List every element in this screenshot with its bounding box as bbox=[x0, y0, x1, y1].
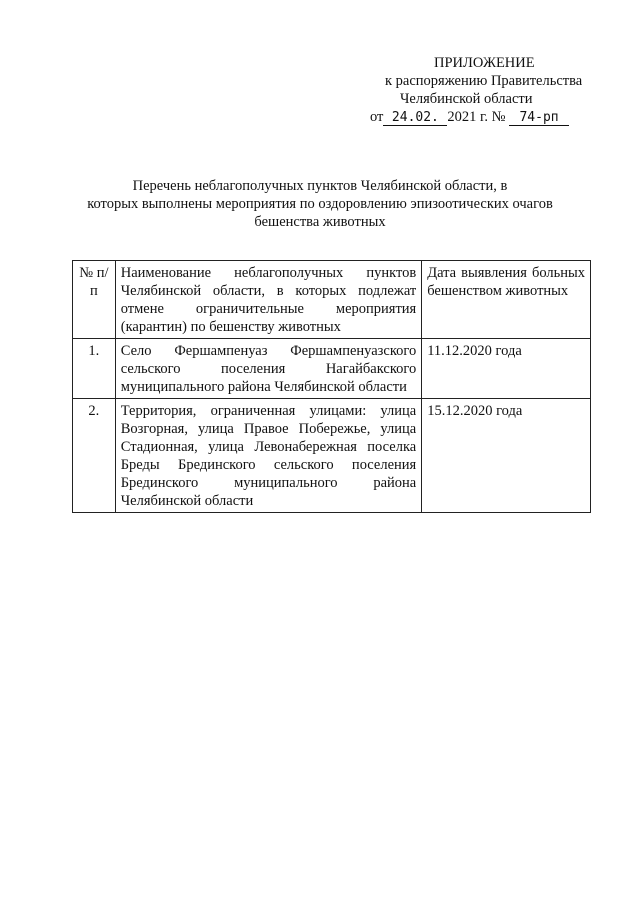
row-num-cell: 1. bbox=[73, 339, 116, 399]
appendix-title: ПРИЛОЖЕНИЕ bbox=[434, 55, 535, 71]
row-date-cell: 11.12.2020 года bbox=[422, 339, 591, 399]
row-num-cell: 2. bbox=[73, 399, 116, 513]
header-cell-date: Дата выявления больных бешенством животных bbox=[422, 261, 591, 339]
appendix-reference-line2: Челябинской области bbox=[400, 91, 533, 107]
date-value: 24.02. bbox=[383, 110, 447, 126]
document-title-line1: Перечень неблагополучных пунктов Челябинской области, в bbox=[132, 178, 508, 194]
order-number: 74-рп bbox=[509, 110, 569, 126]
appendix-date-line bbox=[360, 108, 605, 126]
header-cell-num: № п/п bbox=[73, 261, 116, 339]
locations-table bbox=[72, 260, 591, 513]
year-text: 2021 г. № bbox=[447, 109, 506, 125]
date-prefix: от bbox=[370, 109, 384, 125]
row-name-cell: Село Фершампенуаз Фершампенуазского сельского поселения Нагайбакского муниципального района Челябинской области bbox=[115, 339, 421, 399]
header-cell-name: Наименование неблагополучных пунктов Челябинской области, в которых подлежат отмене ограничительные мероприятия (карантин) по бешенству животных bbox=[115, 261, 421, 339]
document-title-line3: бешенства животных bbox=[254, 214, 386, 230]
appendix-header bbox=[360, 54, 605, 126]
row-date-cell: 15.12.2020 года bbox=[422, 399, 591, 513]
table-header-row bbox=[73, 261, 591, 339]
table-row bbox=[73, 399, 591, 513]
document-title bbox=[70, 177, 570, 231]
document-title-line2: которых выполнены мероприятия по оздоровлению эпизоотических очагов bbox=[87, 196, 553, 212]
table-row bbox=[73, 339, 591, 399]
row-name-cell: Территория, ограниченная улицами: улица Возгорная, улица Правое Побережье, улица Стадионная, улица Левонабережная поселка Бреды Брединского сельского поселения Брединского муниципального района Челябинской области bbox=[115, 399, 421, 513]
appendix-reference-line1: к распоряжению Правительства bbox=[385, 73, 583, 89]
